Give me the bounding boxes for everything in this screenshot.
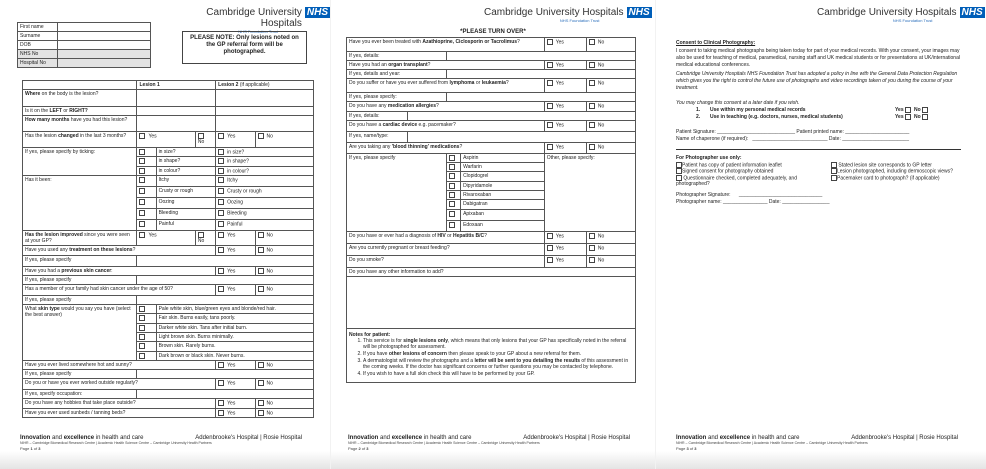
organ-no-checkbox[interactable] [589,62,595,68]
pregnant-no-checkbox[interactable] [589,245,595,251]
lesion2-changed-no-checkbox[interactable] [258,133,264,139]
lesion1-oozing-checkbox[interactable] [139,199,145,205]
lesion2-improved-no-checkbox[interactable] [258,232,264,238]
lymphoma-details-field[interactable] [447,93,636,102]
patient-notes: Notes for patient: 1. This service is for single lesions only, which means that only lesions that your GP has specifically noted in the referral will be photographed for assessment. 2. If you have other lesions of concern then please speak to your GP about a new referral for them. 3. A dermatologist will review the photographs and a letter will be sent to you detailing the results of this assessment in the coming weeks. If the doctor has significant concerns or further questions you may be contacted by telephone. 4. If you wish to have a full skin check this will have to be performed by your GP. [347,328,636,382]
blood-thinning-no-checkbox[interactable] [589,144,595,150]
lesion2-shape-checkbox[interactable] [218,158,224,164]
prev-cancer-yes-checkbox[interactable] [218,268,224,274]
lesion1-changed-yes-checkbox[interactable] [139,133,145,139]
pacemaker-card-checkbox[interactable]: Pacemaker card to photograph? (if applicable) [831,175,961,181]
hobbies-yes-checkbox[interactable] [218,400,224,406]
consent-obtained-checkbox[interactable]: Signed consent for photography obtained [676,168,831,174]
hot-no-checkbox[interactable] [258,362,264,368]
lymphoma-yes-checkbox[interactable] [547,80,553,86]
nhs-logo-icon: NHS [628,7,650,18]
page-3 [656,0,986,469]
note-item: 2. If you have other lesions of concern then please speak to your GP about a new referral for them. [363,351,633,357]
skin-type-2-checkbox[interactable] [139,315,145,321]
occupation-field[interactable] [137,390,314,399]
nhs-no-field[interactable] [58,50,151,59]
skin-type-4-checkbox[interactable] [139,334,145,340]
warfarin-checkbox[interactable] [449,164,455,170]
lesion1-crusty-checkbox[interactable] [139,188,145,194]
prev-cancer-details-field[interactable] [137,275,314,284]
page-2 [331,0,655,469]
site-corresponds-checkbox[interactable]: Stated lesion site corresponds to GP letter [831,162,961,168]
lesion2-size-checkbox[interactable] [218,149,224,155]
hospital-no-field[interactable] [58,59,151,68]
lesion2-side-field[interactable] [216,107,314,116]
hot-yes-checkbox[interactable] [218,362,224,368]
cuh-logo: Cambridge University Hospitals NHS Foundation Trust NHS [817,7,983,23]
lesion1-improved-yes-checkbox[interactable] [139,232,145,238]
hot-details-field[interactable] [137,370,314,379]
treatment-details-field[interactable] [137,255,314,266]
skin-type-5-checkbox[interactable] [139,343,145,349]
cardiac-yes-checkbox[interactable] [547,122,553,128]
other-info-field[interactable] [347,276,636,328]
lesion1-painful-checkbox[interactable] [139,221,145,227]
lesion1-colour-checkbox[interactable] [139,168,145,174]
cardiac-details-field[interactable] [408,131,636,142]
sunbeds-no-checkbox[interactable] [258,410,264,416]
treatment-yes-checkbox[interactable] [218,247,224,253]
consent-use-records: 1. Use within my personal medical records Yes No [696,107,966,114]
aza-yes-checkbox[interactable] [547,39,553,45]
patient-details-table: First name Surname DOB NHS No Hospital No [17,22,151,68]
skin-type-1-checkbox[interactable] [139,306,145,312]
smoke-no-checkbox[interactable] [589,257,595,263]
lesion-questionnaire-table: Lesion 1 Lesion 2 (if applicable) Where on the body is the lesion? Is it on the LEFT or RIGHT? How many months have you had this lesion? Has the lesion changed in the last 3 months? Yes No Yes No If yes, please specify by ticking: in size? in size? in shape? in shape? in colour? in colour? Has it been: Itchy Itchy Crusty or rough Crusty or rough Oozing Oozing Bleeding Bleeding Painful Painful Has the lesion improved since you were seen at your GP? Yes No Yes No Have you used any treatment on these lesions? Yes No If yes, please specify Have you had a previous skin cancer: Yes No If yes, please specify Has a member of your family had skin cancer under the age of 50? Yes No If yes, please specify What skin type would you say you have (select the best answer) Pale white skin, blue/green eyes and blonde/red hair. Fair skin. Burns easily, tans poorly. Darker white skin. Tans after initial burn. Light brown skin. Burns minimally. Brown skin. Rarely burns. Dark brown or black skin. Never burns. Have you ever lived somewhere hot and sunny? Yes No If yes, please specify Do you or have you ever worked outside regularly? Yes No If yes, specify occupation: Do you have any hobbies that take place outside? Yes No Have you ever used sunbeds / tanning beds? Yes No [22,80,314,418]
organ-yes-checkbox[interactable] [547,62,553,68]
chaperone-line[interactable]: Name of chaperone (if required): ___________________________ Date: ________________________ [676,136,909,142]
edoxaban-checkbox[interactable] [449,222,455,228]
family-details-field[interactable] [137,295,314,304]
allergy-yes-checkbox[interactable] [547,103,553,109]
records-no-checkbox[interactable] [922,107,928,113]
allergy-details-field[interactable] [408,111,636,120]
photographer-signature-line[interactable]: Photographer Signature: ______________________________ [676,191,823,198]
organ-details-field[interactable] [447,70,636,79]
sunbeds-yes-checkbox[interactable] [218,410,224,416]
lesion1-side-field[interactable] [137,107,216,116]
medical-history-table: Have you ever been treated with Azathioprine, Ciclosporin or Tacrolimus? Yes No If yes, details: Have you had an organ transplant? Yes No If yes, details and year: Do you suffer or have you ever suffered from lymphoma or leukaemia? Yes No If yes, please specify: Do you have any medication allergies? Yes No If yes, details: Do you have a cardiac device e.g. pacemaker? Yes No If yes, name/type: Are you taking any 'blood thinning' medications? Yes No If yes, please specify Aspirin Other, please specify: Warfarin Clopidogrel Dipyridamole Rivaroxaban Dabigatran Apixaban Edoxaan Do you have or ever had a diagnosis of HIV or Hepatitis B/C? Yes No Are you currently pregnant or breast feeding? Yes No Do you smoke? Yes No Do you have any other information to add? Notes for patient: 1. This service is for single lesions only, which means that only lesions that your GP has specifically noted in the referral will be photographed for assessment. 2. If you have other lesions of concern then please speak to your GP about a new referral for them. 3. A dermatologist will review the photographs and a letter will be sent to you detailing the results of this assessment in the coming weeks. If the doctor has significant concerns or further questions you may be contacted by telephone. 4. If you wish to have a full skin check this will have to be performed by your GP. [346,37,636,383]
aza-no-checkbox[interactable] [589,39,595,45]
lesion1-improved-no-checkbox[interactable] [198,232,204,238]
lesion2-changed-yes-checkbox[interactable] [218,133,224,139]
treatment-no-checkbox[interactable] [258,247,264,253]
skin-type-3-checkbox[interactable] [139,325,145,331]
questionnaire-checked-checkbox[interactable]: Questionnaire checked, completed adequately, and photographed? [676,174,797,187]
page-1 [0,0,330,469]
cardiac-no-checkbox[interactable] [589,122,595,128]
note-item: 1. This service is for single lesions only, which means that only lesions that your GP has specifically noted in the referral will be photographed for assessment. [363,338,633,350]
family-yes-checkbox[interactable] [218,286,224,292]
hiv-no-checkbox[interactable] [589,233,595,239]
please-note-box: PLEASE NOTE: Only lesions noted on the GP referral form will be photographed. [182,31,307,64]
allergy-no-checkbox[interactable] [589,103,595,109]
lesion2-months-field[interactable] [216,116,314,132]
hobbies-no-checkbox[interactable] [258,400,264,406]
turn-over-label: *PLEASE TURN OVER* [460,29,526,35]
aspirin-checkbox[interactable] [449,155,455,161]
teaching-yes-checkbox[interactable] [905,114,911,120]
photographer-name-line[interactable]: Photographer name: ________________ Date: _________________ [676,198,830,205]
cuh-logo: Cambridge University Hospitals NHS Foundation Trust NHS [484,7,650,23]
rivaroxaban-checkbox[interactable] [449,192,455,198]
lymphoma-no-checkbox[interactable] [589,80,595,86]
lesion1-bleeding-checkbox[interactable] [139,210,145,216]
dipyridamole-checkbox[interactable] [449,183,455,189]
lesion2-colour-checkbox[interactable] [218,168,224,174]
lesion1-size-checkbox[interactable] [139,149,145,155]
first-name-field[interactable] [58,23,151,32]
teaching-no-checkbox[interactable] [922,114,928,120]
lesion2-crusty-checkbox[interactable] [218,188,224,194]
other-meds-field[interactable]: Other, please specify: [544,153,635,231]
pregnant-yes-checkbox[interactable] [547,245,553,251]
aza-details-field[interactable] [447,52,636,61]
divider [676,149,961,150]
prev-cancer-no-checkbox[interactable] [258,268,264,274]
smoke-yes-checkbox[interactable] [547,257,553,263]
cuh-logo: Cambridge University Hospitals NHS Foundation Trust NHS [206,7,328,34]
apixaban-checkbox[interactable] [449,211,455,217]
leaflet-checkbox[interactable]: Patient has copy of patient information leaflet [676,162,831,168]
page-2-footer: Innovation and excellence in health and care Addenbrooke's Hospital | Rosie Hospital NIHR – Cambridge Biomedical Research Centre | Academic Health Science Centre – Cambridge University Health Partners Page 2 of 3 [348,435,630,451]
page-1-footer: Innovation and excellence in health and care Addenbrooke's Hospital | Rosie Hospital NIHR – Cambridge Biomedical Research Centre | Academic Health Science Centre – Cambridge University Health Partners Page 1 of 3 [20,435,302,451]
lesion2-where-field[interactable] [216,90,314,107]
lesion2-painful-checkbox[interactable] [218,221,224,227]
surname-field[interactable] [58,32,151,41]
page-3-footer: Innovation and excellence in health and care Addenbrooke's Hospital | Rosie Hospital NIHR – Cambridge Biomedical Research Centre | Academic Health Science Centre – Cambridge University Health Partners Page 3 of 3 [676,435,958,451]
family-no-checkbox[interactable] [258,286,264,292]
hiv-yes-checkbox[interactable] [547,233,553,239]
consent-use-teaching: 2. Use in teaching (e.g. doctors, nurses, medical students) Yes No [696,114,966,121]
dabigatran-checkbox[interactable] [449,201,455,207]
outside-no-checkbox[interactable] [258,380,264,386]
blood-thinning-yes-checkbox[interactable] [547,144,553,150]
lesion2-itchy-checkbox[interactable] [218,177,224,183]
nhs-logo-icon: NHS [961,7,983,18]
lesion2-improved-yes-checkbox[interactable] [218,232,224,238]
lesion2-oozing-checkbox[interactable] [218,199,224,205]
nhs-logo-icon: NHS [306,7,328,18]
lesion1-months-field[interactable] [137,116,216,132]
lesion1-shape-checkbox[interactable] [139,158,145,164]
dob-field[interactable] [58,41,151,50]
lesion2-bleeding-checkbox[interactable] [218,210,224,216]
note-item: 3. A dermatologist will review the photographs and a letter will be sent to you detailing the results of this assessment in the coming weeks. If the doctor has significant concerns or further questions you may be contacted by telephone. [363,358,633,370]
consent-section: Consent to Clinical Photography: I consent to taking medical photographs being taken today for part of your medical records. With your consent, your images may also be used for teaching of medical, paramedical, nursing staff and UK medical students or for presentations at UK/international medical educational conferences. Cambridge University Hospitals NHS Foundation Trust has adopted a policy in line with the General Data Protection Regulation which gives you the right to control the future use of photographs and video recordings taken of you during the course of your treatment. You may change this consent at a later date if you wish. 1. Use within my personal medical records Yes No 2. Use in teaching (e.g. doctors, nurses, medical students) Yes No Patient Signature: ____________________________ Patient printed name: _______________________ Name of chaperone (if required): ___________________________ Date: ________________________ For Photographer use only: Patient has copy of patient information leaflet Signed consent for photography obtained Questionnaire checked, completed adequately, and photographed? Stated lesion site corresponds to GP letter Lesion photographed, including dermoscopic views? Pacemaker card to photograph? (if applicable) Photographer Signature: ______________________________ Photographer name: ________________ Date: _________________ [676,40,966,206]
lesion1-changed-no-checkbox[interactable] [198,133,204,139]
lesion1-where-field[interactable] [137,90,216,107]
dermoscopic-checkbox[interactable]: Lesion photographed, including dermoscopic views? [831,168,961,174]
patient-signature-line[interactable]: Patient Signature: ____________________________ Patient printed name: _______________________ [676,129,910,135]
clopidogrel-checkbox[interactable] [449,173,455,179]
records-yes-checkbox[interactable] [905,107,911,113]
note-item: 4. If you wish to have a full skin check this will have to be performed by your GP. [363,371,633,377]
lesion1-itchy-checkbox[interactable] [139,177,145,183]
outside-yes-checkbox[interactable] [218,380,224,386]
skin-type-6-checkbox[interactable] [139,353,145,359]
